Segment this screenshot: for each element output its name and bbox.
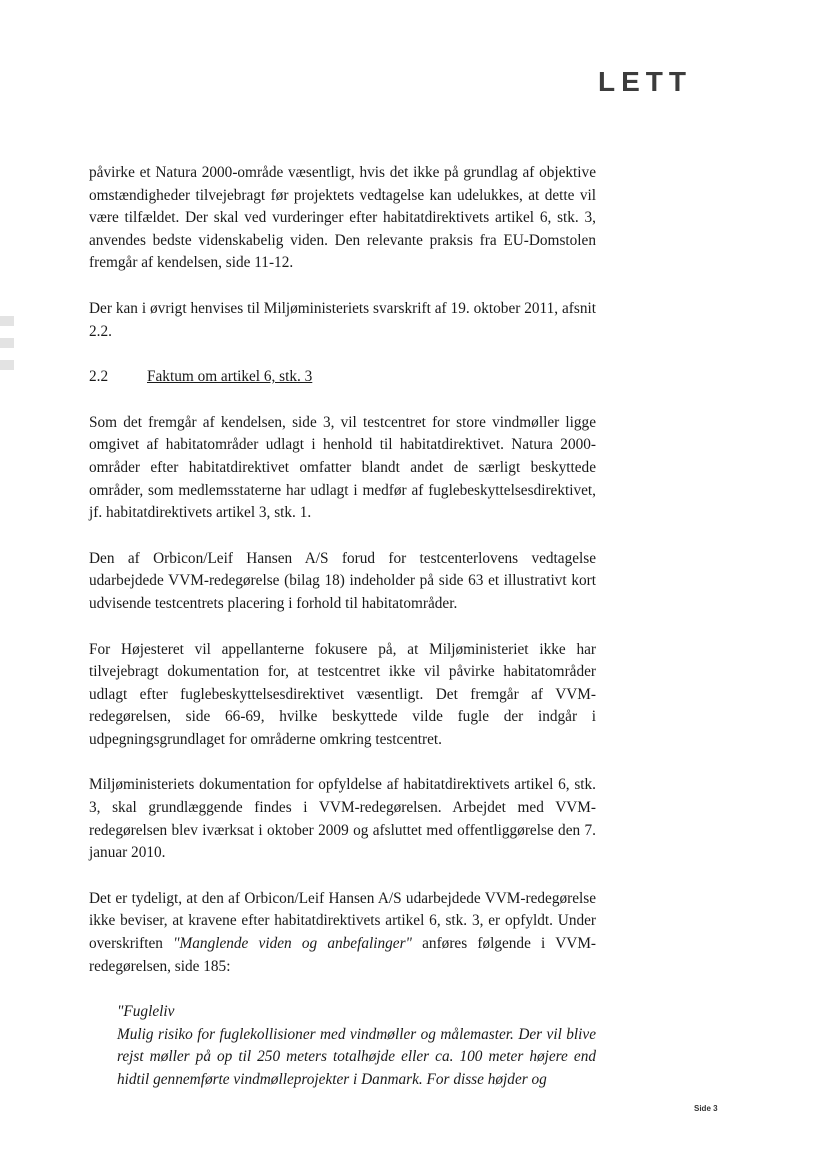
margin-mark — [0, 316, 14, 326]
paragraph: Der kan i øvrigt henvises til Miljøministeriets svarskrift af 19. oktober 2011, afsnit 2.2. — [89, 299, 596, 340]
paragraph-text: anføres følgende i VVM-redegørelsen, side 185: — [89, 935, 597, 975]
margin-mark — [0, 338, 14, 348]
paragraph: påvirke et Natura 2000-område væsentligt, hvis det ikke på grundlag af objektive omstændigheder tilvejebragt før projektets vedtagelse kan udelukkes, at dette vil være tilfældet. Der skal ved vurderinger efter habitatdirektivets artikel 6, stk. 3, anvendes bedste videnskabelig viden. Den relevante praksis fra EU-Domstolen fremgår af kendelsen, side 11-12. — [89, 164, 596, 272]
paragraph: Miljøministeriets dokumentation for opfyldelse af habitatdirektivets artikel 6, stk. 3, skal grundlæggende findes i VVM-redegørelsen. Arbejdet med VVM-redegørelsen blev iværksat i oktober 2009 og afsluttet med offentliggørelse den 7. januar 2010. — [89, 776, 596, 862]
block-quote — [117, 1001, 596, 1091]
page-number: Side 3 — [694, 1104, 718, 1113]
paragraph: Som det fremgår af kendelsen, side 3, vil testcentret for store vindmøller ligge omgivet af habitatområder udlagt i henhold til habitatdirektivet. Natura 2000-områder efter habitatdirektivet omfatter blandt andet de særligt beskyttede områder, som medlemsstaterne har udlagt i medfør af fuglebeskyttelsesdirektivet, jf. habitatdirektivets artikel 3, stk. 1. — [89, 413, 596, 522]
paragraph-text: Det er tydeligt, at den af Orbicon/Leif Hansen A/S udarbejdede VVM-redegørelse ikke beviser, at kravene efter habitatdirektivets artikel 6, stk. 3, er opfyldt. Under overskriften — [89, 889, 596, 953]
paragraph — [89, 888, 596, 978]
paragraph: Den af Orbicon/Leif Hansen A/S forud for testcenterlovens vedtagelse udarbejdede VVM-redegørelse (bilag 18) indeholder på side 63 et illustrativt kort udvisende testcentrets placering i forhold til habitatområder. — [89, 549, 596, 612]
section-title: Faktum om artikel 6, stk. 3 — [147, 368, 313, 386]
section-heading — [89, 366, 596, 389]
section-number: 2.2 — [89, 368, 109, 386]
paragraph: For Højesteret vil appellanterne fokusere på, at Miljøministeriet ikke har tilvejebragt dokumentation for, at testcentret ikke vil påvirke habitatområder udlagt efter fuglebeskyttelsesdirektivet væsentligt. Det fremgår af VVM-redegørelsen, side 66-69, hvilke beskyttede vilde fugle der indgår i udpegningsgrundlaget for områderne omkring testcentret. — [89, 640, 596, 748]
margin-mark — [0, 360, 14, 370]
company-logo: LETT — [598, 66, 692, 97]
quote-heading: "Fugleliv — [117, 1003, 175, 1021]
document-body — [89, 162, 596, 1092]
italic-quote-title: "Manglende viden og anbefalinger" — [173, 935, 412, 953]
quote-text: Mulig risiko for fuglekollisioner med vindmøller og målemaster. Der vil blive rejst møller på op til 250 meters totalhøjde eller ca. 100 meter højere end hidtil gennemførte vindmølleprojekter i Danmark. For disse højder og — [117, 1025, 596, 1088]
margin-marks — [0, 316, 14, 382]
